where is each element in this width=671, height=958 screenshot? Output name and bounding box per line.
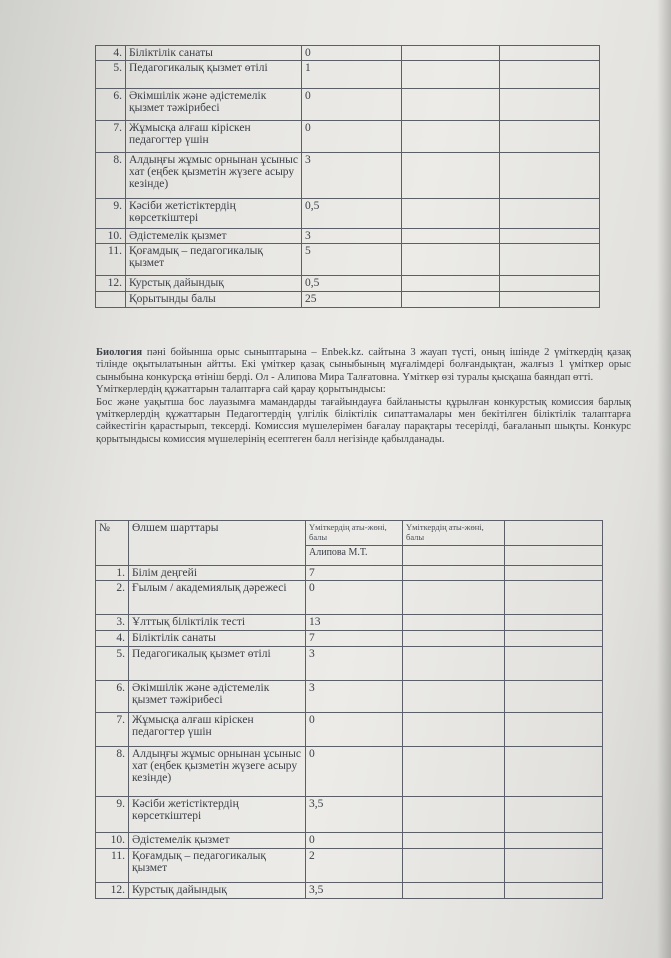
score-value: 1 xyxy=(302,61,402,89)
row-number: 6. xyxy=(96,89,126,121)
table-row xyxy=(96,681,603,713)
criterion-name: Кәсіби жетістіктердің көрсеткіштері xyxy=(126,199,302,229)
table-row xyxy=(96,229,600,244)
empty-cell xyxy=(403,566,505,581)
row-number: 8. xyxy=(96,153,126,199)
criterion-name: Қоғамдық – педагогикалық қызмет xyxy=(129,849,306,883)
empty-cell xyxy=(402,89,500,121)
criterion-name: Әдістемелік қызмет xyxy=(126,229,302,244)
description-paragraph xyxy=(96,347,631,446)
empty-cell xyxy=(505,713,603,747)
table-row xyxy=(96,833,603,849)
empty-cell xyxy=(403,833,505,849)
empty-cell xyxy=(505,797,603,833)
empty-cell xyxy=(403,647,505,681)
total-label: Қорытынды балы xyxy=(126,292,302,308)
criterion-name: Курстық дайындық xyxy=(126,276,302,292)
empty-cell xyxy=(500,61,600,89)
empty-cell xyxy=(402,229,500,244)
table-row-total xyxy=(96,292,600,308)
criterion-name: Білім деңгейі xyxy=(129,566,306,581)
empty-cell xyxy=(403,797,505,833)
row-number: 6. xyxy=(96,681,129,713)
empty-cell xyxy=(505,521,603,546)
score-value: 0 xyxy=(306,833,403,849)
table-row xyxy=(96,797,603,833)
table-row xyxy=(96,46,600,61)
empty-cell xyxy=(403,713,505,747)
row-number: 10. xyxy=(96,833,129,849)
score-table-bottom-body xyxy=(96,521,603,899)
criterion-name: Педагогикалық қызмет өтілі xyxy=(129,647,306,681)
empty-cell xyxy=(500,89,600,121)
criterion-name: Алдыңғы жұмыс орнынан ұсыныс хат (еңбек қызметін жүзеге асыру кезінде) xyxy=(129,747,306,797)
score-value: 0 xyxy=(306,747,403,797)
row-number: 3. xyxy=(96,615,129,631)
intro-text xyxy=(96,347,631,384)
table-row xyxy=(96,581,603,615)
empty-cell xyxy=(505,849,603,883)
score-value: 13 xyxy=(306,615,403,631)
empty-cell xyxy=(505,615,603,631)
criterion-name: Біліктілік санаты xyxy=(126,46,302,61)
empty-cell xyxy=(500,229,600,244)
row-number: 9. xyxy=(96,797,129,833)
table-row xyxy=(96,883,603,899)
empty-cell xyxy=(505,546,603,566)
row-number: 10. xyxy=(96,229,126,244)
score-table-top xyxy=(95,45,600,308)
criterion-name: Әдістемелік қызмет xyxy=(129,833,306,849)
empty-cell xyxy=(505,566,603,581)
score-value: 0,5 xyxy=(302,276,402,292)
row-number: 8. xyxy=(96,747,129,797)
criterion-name: Жұмысқа алғаш кіріскен педагогтер үшін xyxy=(129,713,306,747)
header-number: № xyxy=(96,521,129,566)
empty-cell xyxy=(505,747,603,797)
score-value: 7 xyxy=(306,566,403,581)
score-value: 3 xyxy=(302,229,402,244)
empty-cell xyxy=(500,276,600,292)
empty-cell xyxy=(402,46,500,61)
score-value: 0 xyxy=(302,121,402,153)
review-body: Бос және уақытша бос лауазымға мамандарды тағайындауға байланысты құрылған конкурстық комиссия барлық үміткерлердің құжаттарын Педагогтердің үлгілік біліктілік сипаттамалары мен бекітілген біліктілік талаптарға сәйкестігін қарастырып, тексерді. Комиссия мүшелерімен бағалау парақтары тесерілді, бағаланып шықты. Конкурс қорытындысы комиссия мүшелерінің есептеген балл негізінде қабылданады. xyxy=(96,396,631,445)
empty-cell xyxy=(500,121,600,153)
empty-cell xyxy=(403,849,505,883)
table-row xyxy=(96,647,603,681)
row-number: 5. xyxy=(96,61,126,89)
criterion-name: Алдыңғы жұмыс орнынан ұсыныс хат (еңбек қызметін жүзеге асыру кезінде) xyxy=(126,153,302,199)
empty-cell xyxy=(505,581,603,615)
row-number: 11. xyxy=(96,849,129,883)
score-value: 7 xyxy=(306,631,403,647)
empty-cell xyxy=(402,276,500,292)
score-value: 5 xyxy=(302,244,402,276)
row-number: 11. xyxy=(96,244,126,276)
table-row xyxy=(96,276,600,292)
row-number: 7. xyxy=(96,713,129,747)
empty-cell xyxy=(505,833,603,849)
criterion-name: Курстық дайындық xyxy=(129,883,306,899)
row-number: 4. xyxy=(96,631,129,647)
table-row xyxy=(96,713,603,747)
row-number xyxy=(96,292,126,308)
row-number: 12. xyxy=(96,276,126,292)
header-candidate-1: Үміткердің аты-жөні, балы xyxy=(306,521,403,546)
score-value: 3 xyxy=(306,681,403,713)
score-value: 2 xyxy=(306,849,403,883)
criterion-name: Әкімшілік және әдістемелік қызмет тәжірибесі xyxy=(126,89,302,121)
review-heading: Үміткерлердің құжаттарын талаптарға сай қарау қорытындысы: xyxy=(96,384,386,396)
table-row xyxy=(96,153,600,199)
empty-cell xyxy=(500,292,600,308)
empty-cell xyxy=(500,244,600,276)
empty-cell xyxy=(402,199,500,229)
subject-name: Биология xyxy=(96,347,143,358)
score-value: 3 xyxy=(302,153,402,199)
candidate-name: Алипова М.Т. xyxy=(306,546,403,566)
criterion-name: Кәсіби жетістіктердің көрсеткіштері xyxy=(129,797,306,833)
empty-cell xyxy=(403,681,505,713)
intro-body: пәні бойынша орыс сыныптарына – Enbek.kz. сайтына 3 жауап түсті, оның ішінде 2 үміткердің қазақ тілінде оқытылатынын айтты. Екі үміткер қазақ сыныбының мұғалімдері болғандықтан, жалғыз 1 үміткер орыс сыныбына конкурсқа өтініш берді. Ол - Алипова Мира Талғатовна. Үміткер өзі туралы қысқаша баяндап өтті. xyxy=(96,347,631,383)
table-row xyxy=(96,566,603,581)
table-row xyxy=(96,61,600,89)
table-row xyxy=(96,849,603,883)
table-header-row xyxy=(96,521,603,546)
score-value: 0 xyxy=(306,581,403,615)
empty-cell xyxy=(403,631,505,647)
score-value: 3 xyxy=(306,647,403,681)
total-value: 25 xyxy=(302,292,402,308)
criterion-name: Ғылым / академиялық дәрежесі xyxy=(129,581,306,615)
criterion-name: Педагогикалық қызмет өтілі xyxy=(126,61,302,89)
row-number: 5. xyxy=(96,647,129,681)
table-row xyxy=(96,199,600,229)
score-value: 0 xyxy=(306,713,403,747)
empty-cell xyxy=(500,153,600,199)
criterion-name: Ұлттық біліктілік тесті xyxy=(129,615,306,631)
empty-cell xyxy=(403,883,505,899)
header-criteria: Өлшем шарттары xyxy=(129,521,306,566)
row-number: 12. xyxy=(96,883,129,899)
empty-cell xyxy=(505,883,603,899)
score-value: 0 xyxy=(302,89,402,121)
empty-cell xyxy=(505,647,603,681)
empty-cell xyxy=(500,199,600,229)
empty-cell xyxy=(402,292,500,308)
empty-cell xyxy=(402,153,500,199)
table-row xyxy=(96,615,603,631)
empty-cell xyxy=(402,244,500,276)
header-candidate-2: Үміткердің аты-жөні, балы xyxy=(403,521,505,546)
row-number: 9. xyxy=(96,199,126,229)
table-row xyxy=(96,747,603,797)
row-number: 1. xyxy=(96,566,129,581)
page-edge-shadow xyxy=(657,0,671,958)
score-table-top-body xyxy=(96,46,600,308)
empty-cell xyxy=(500,46,600,61)
criterion-name: Біліктілік санаты xyxy=(129,631,306,647)
empty-cell xyxy=(402,121,500,153)
row-number: 7. xyxy=(96,121,126,153)
criterion-name: Жұмысқа алғаш кіріскен педагогтер үшін xyxy=(126,121,302,153)
score-table-bottom xyxy=(95,520,603,899)
empty-cell xyxy=(403,747,505,797)
empty-cell xyxy=(403,546,505,566)
table-row xyxy=(96,121,600,153)
criterion-name: Әкімшілік және әдістемелік қызмет тәжірибесі xyxy=(129,681,306,713)
score-value: 0 xyxy=(302,46,402,61)
score-value: 3,5 xyxy=(306,797,403,833)
table-row xyxy=(96,631,603,647)
empty-cell xyxy=(402,61,500,89)
empty-cell xyxy=(403,615,505,631)
table-row xyxy=(96,244,600,276)
row-number: 2. xyxy=(96,581,129,615)
table-row xyxy=(96,89,600,121)
score-value: 3,5 xyxy=(306,883,403,899)
empty-cell xyxy=(403,581,505,615)
empty-cell xyxy=(505,681,603,713)
score-value: 0,5 xyxy=(302,199,402,229)
criterion-name: Қоғамдық – педагогикалық қызмет xyxy=(126,244,302,276)
empty-cell xyxy=(505,631,603,647)
row-number: 4. xyxy=(96,46,126,61)
